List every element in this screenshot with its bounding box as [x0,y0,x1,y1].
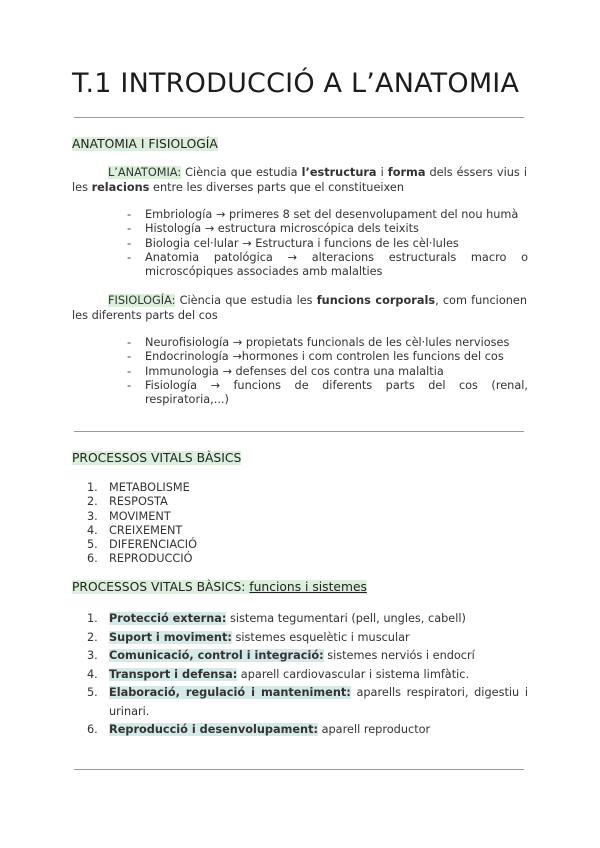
fisiologia-list [120,336,528,407]
list-item: - Embriología → primeres 8 set del desenvolupament del nou humà [120,208,528,222]
anatomia-definition: L’ANATOMIA: Ciència que estudia l’estructura i forma dels éssers vius i les relacions entre les diverses parts que el constitueixen [72,166,527,194]
list-item: 2. RESPOSTA [87,495,168,509]
list-item: - Biologia cel·lular → Estructura i funcions de les cèl·lules [120,237,528,251]
page-title: T.1 INTRODUCCIÓ A L’ANATOMIA [72,68,520,99]
list-item: 6. Reproducció i desenvolupament: aparell reproductor [87,723,431,736]
list-item: 3. MOVIMENT [87,509,171,523]
section-heading-processos: PROCESSOS VITALS BÀSICS [72,451,242,465]
list-item: 5. DIFERENCIACIÓ [87,538,197,552]
list-item: 4. CREIXEMENT [87,523,183,537]
list-item: 2. Suport i moviment: sistemes esquelètic i muscular [87,630,410,644]
list-item: - Anatomia patológica → alteracions estructurals macro o microscópiques associades amb malalties [120,251,528,280]
anatomia-list [120,208,528,279]
list-item: - Endocrinología →hormones i com controlen les funcions del cos [120,350,528,364]
list-item: - Neurofisiología → propietats funcionals de les cèl·lules nervioses [120,336,528,350]
section-heading-sistemes: PROCESSOS VITALS BÀSICS: funcions i sistemes [72,580,367,594]
list-item: 5. Elaboració, regulació i manteniment: aparells respiratori, digestiu i urinari. [87,686,528,718]
list-item: 6. REPRODUCCIÓ [87,552,193,566]
fisiologia-definition: FISIOLOGÍA: Ciència que estudia les funcions corporals, com funcionen les diferents parts del cos [72,294,528,322]
sistemes-list [87,610,528,740]
list-item: 1. METABOLISME [87,481,190,494]
divider [74,431,524,432]
divider [74,769,524,770]
divider [74,117,524,118]
list-item: - Histología → estructura microscópica dels teixits [120,222,528,236]
processos-list [87,481,197,567]
list-item: 3. Comunicació, control i integració: sistemes nerviós i endocrí [87,649,475,662]
list-item: - Immunologia → defenses del cos contra una malaltia [120,365,528,379]
list-item: 1. Protecció externa: sistema tegumentari (pell, ungles, cabell) [87,612,466,625]
section-heading-anatomia: ANATOMIA I FISIOLOGÍA [72,137,218,151]
list-item: - Fisiología → funcions de diferents parts del cos (renal, respiratoria,...) [120,379,528,408]
list-item: 4. Transport i defensa: aparell cardiovascular i sistema limfàtic. [87,667,470,681]
